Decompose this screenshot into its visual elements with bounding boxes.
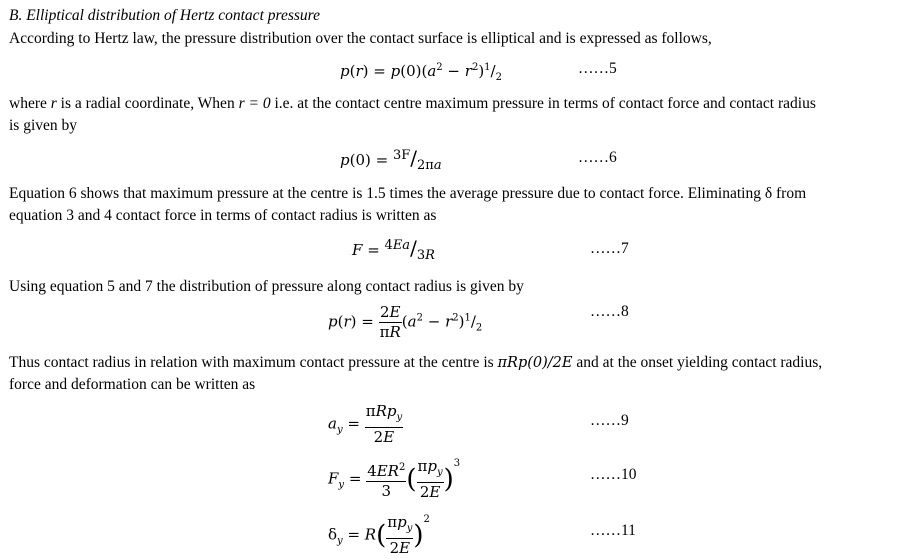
equation-7: $F = ^{4Ea}/_{3R}$ (352, 236, 435, 263)
paragraph-contact-radius-line2: force and deformation can be written as (9, 376, 256, 393)
condition-r-zero: r = 0 (238, 95, 271, 112)
variable-r: r (50, 95, 57, 112)
equation-6: $p(0) = ^{3F}/_{2\pi a}$ (340, 146, 442, 173)
equation-10: $F_y$ = $\frac{4ER^2}{3}$ ( $\frac{\pi p_y}{2E}$ )$^3$ (328, 457, 461, 501)
equation-number-8: ……8 (590, 303, 629, 320)
section-heading: B. Elliptical distribution of Hertz contact pressure (9, 7, 320, 24)
equation-8: p(r) = $\frac{2E}{\pi R}$ $(a^2 - r^2)^1/_2$ (328, 303, 483, 341)
inline-expression: πRp(0)/2E (497, 355, 573, 371)
equation-number-9: ……9 (590, 412, 629, 429)
equation-9: $a_y$ = $\frac{\pi Rp_y}{2E}$ (328, 402, 403, 446)
paragraph-max-pressure-line2: equation 3 and 4 contact force in terms of contact radius is written as (9, 207, 437, 224)
equation-number-11: ……11 (590, 522, 636, 539)
paragraph-radial-coordinate: where r is a radial coordinate, When r = 0 i.e. at the contact centre maximum pressure in terms of contact force and contact radius (9, 95, 816, 112)
paragraph-hertz-law: According to Hertz law, the pressure distribution over the contact surface is elliptical and is expressed as follows, (9, 30, 712, 47)
paragraph-contact-radius: Thus contact radius in relation with maximum contact pressure at the centre is πRp(0)/2E and at the onset yielding contact radius, (9, 354, 823, 371)
equation-11: $\delta_y = R$( $\frac{\pi p_y}{2E}$ )$^2$ (328, 513, 430, 557)
equation-number-10: ……10 (590, 466, 637, 483)
paragraph-radial-coordinate-line2: is given by (9, 117, 78, 134)
equation-5: $p(r) = p(0)(a^2 - r^2)^1/_2$ (340, 62, 502, 83)
equation-number-7: ……7 (590, 240, 629, 257)
equation-number-5: ……5 (578, 60, 617, 77)
paragraph-distribution: Using equation 5 and 7 the distribution of pressure along contact radius is given by (9, 278, 524, 295)
paragraph-max-pressure: Equation 6 shows that maximum pressure at the centre is 1.5 times the average pressure due to contact force. Eliminating δ from (9, 185, 807, 202)
equation-number-6: ……6 (578, 149, 617, 166)
